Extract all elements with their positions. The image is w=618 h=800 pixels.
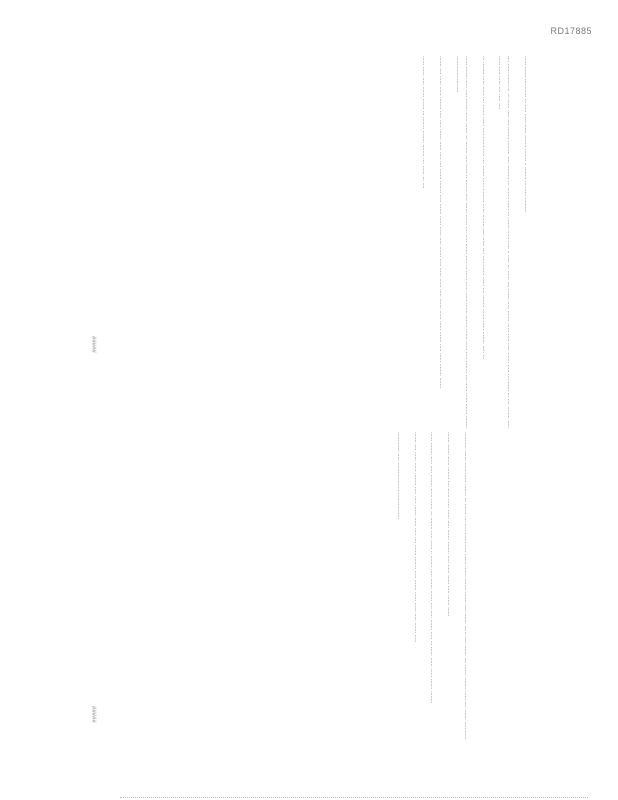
paragraph: ...... ....... ............ ... ..... ...... ...... ........ ........ .. ........ ... ...... .......... <box>523 56 529 213</box>
paragraph: ...... .... ....... ...... ...... ........ ... ....... .... ..... ....... ..... ....... ....... ........ ....... ..... ....... ...... ..... ....... .... ....... ........ ...... .... ....... ..... ...... <box>463 432 469 740</box>
paragraph: ...... ...... ..... ....... ....... ... ........ ........ ........ .... ...... ... .... <box>421 56 428 189</box>
paragraph: ...... ...... ..... ....... ....... ... ........ ........ <box>395 432 402 519</box>
right-page-text-column <box>386 432 470 772</box>
footer-divider <box>120 797 588 798</box>
paragraph: ....... .... ...... ...... ........ ..... ..... ....... ...... ..... .... ....... ........ ..... ....... ...... ...... ..... ....... ..... <box>412 432 419 643</box>
paragraph: ....... ....... ...... ........ .... ...... ...... ...... ..... ....... ........ ..... ...... ...... ..... ....... ...... <box>446 432 453 617</box>
paragraph: .... ...... ........ .. ... ...... ..... .... ........ ......... ..... ......... ... ........ ...... ... ....... ...... ..... .. ..... ... ...... .... ....... ..... ....... ...... ..... ..... ....... ..... .... ...... ... .... ........ ..... ...... ..... ...... .... ..... .... <box>497 56 513 428</box>
paragraph: ... ........ ...... ...... .... ....... ...... ..... ....... ..... .... ....... ...... ......... ...... ........ ..... ...... .... ..... ....... ...... .... ........ ....... ...... ........ ..... ... <box>480 56 487 360</box>
paragraph: ....... .... ...... ...... ........ ..... ..... ....... ...... ..... .... ....... ........ ..... ....... ...... ...... ..... ....... ..... ...... ...... ..... ....... ...... ...... ....... ..... ...... ........ ....... <box>438 56 445 389</box>
left-page-text-column <box>412 56 530 428</box>
page-number-bottom: ##### <box>90 706 96 723</box>
page-id: RD17885 <box>550 26 592 36</box>
paragraph: ...... ........ ..... ..... ........ ...... ....... ... ........ ..... ...... .. ........ ..... ....... ....... .... ..... ....... ..... ... ...... ...... ...... ....... ........ ....... ...... ..... ........ .... ...... ...... ....... ........ ...... ....... ......... <box>455 56 470 428</box>
page-number-top: ##### <box>90 336 96 353</box>
paragraph: ...... ........ ..... ..... ........ ...... ....... ... ........ ..... ...... .. ........ ..... ....... ....... .... ..... ....... ..... ... ...... ...... ...... ....... ........ <box>429 432 436 704</box>
